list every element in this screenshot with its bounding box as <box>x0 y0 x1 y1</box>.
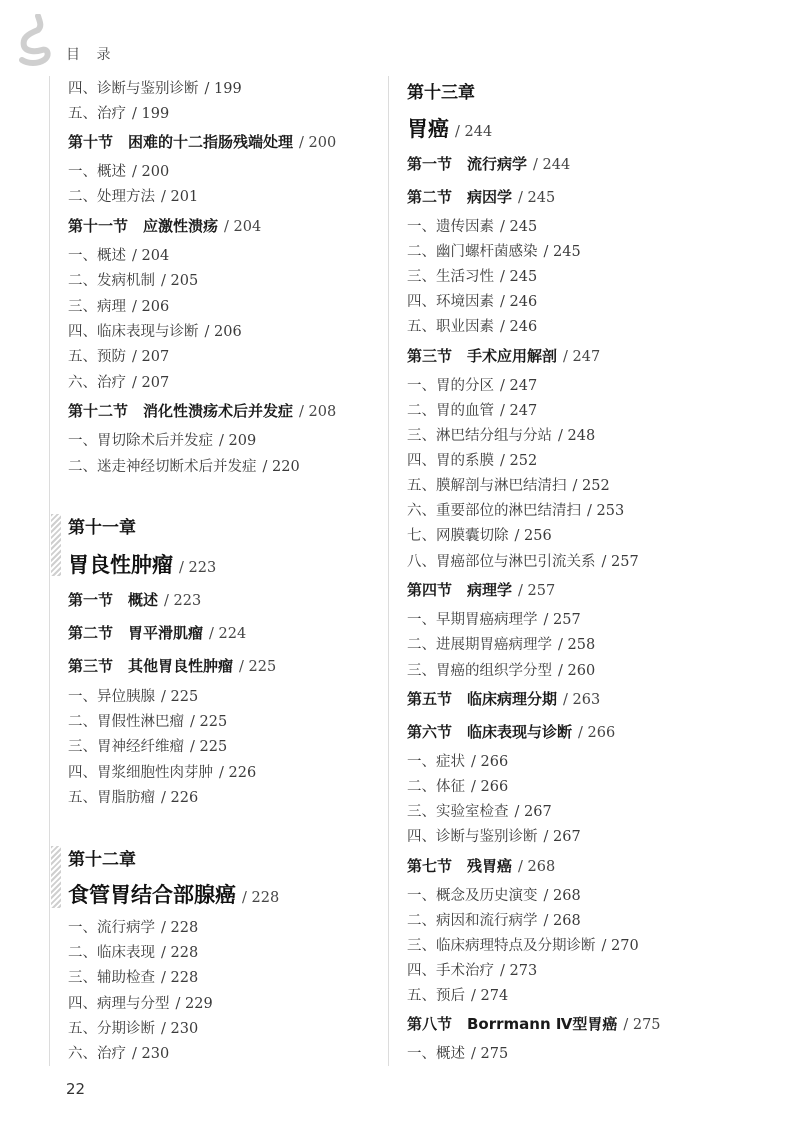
toc-entry-title: 七、网膜囊切除 <box>407 528 509 544</box>
toc-item <box>407 374 537 395</box>
toc-item <box>68 295 169 316</box>
toc-entry-page: / 225 <box>239 659 277 675</box>
toc-entry-page: / 201 <box>161 189 199 205</box>
toc-entry-page: / 257 <box>543 612 581 628</box>
toc-entry-page: / 230 <box>132 1046 170 1062</box>
toc-item <box>68 320 242 341</box>
toc-item <box>68 735 227 756</box>
toc-item <box>68 77 242 98</box>
toc-entry-title: 第一节 概述 <box>68 591 159 609</box>
toc-entry-title: 三、临床病理特点及分期诊断 <box>407 938 596 954</box>
toc-entry-page: / 256 <box>514 528 552 544</box>
toc-section <box>407 153 570 174</box>
toc-entry-title: 第二节 病因学 <box>407 188 513 206</box>
toc-entry-title: 一、胃切除术后并发症 <box>68 433 213 449</box>
toc-entry-title: 第六节 临床表现与诊断 <box>407 723 573 741</box>
toc-entry-page: / 260 <box>558 663 596 679</box>
toc-item <box>68 916 198 937</box>
toc-item <box>407 608 581 629</box>
toc-item <box>407 474 610 495</box>
toc-entry-page: / 246 <box>500 319 538 335</box>
toc-section <box>407 688 600 709</box>
toc-entry-title: 一、概念及历史演变 <box>407 888 538 904</box>
toc-entry-page: / 267 <box>543 829 581 845</box>
toc-entry-title: 二、胃假性淋巴瘤 <box>68 714 184 730</box>
toc-entry-title: 二、发病机制 <box>68 273 155 289</box>
toc-entry-page: / 274 <box>471 988 509 1004</box>
toc-entry-title: 一、异位胰腺 <box>68 689 155 705</box>
toc-entry-title: 六、治疗 <box>68 375 126 391</box>
toc-entry-page: / 268 <box>543 888 581 904</box>
toc-entry-page: / 206 <box>204 324 242 340</box>
toc-entry-title: 第七节 残胃癌 <box>407 857 513 875</box>
toc-entry-title: 三、实验室检查 <box>407 804 509 820</box>
toc-entry-page: / 200 <box>299 135 337 151</box>
toc-item <box>68 992 213 1013</box>
toc-entry-title: 第十三章 <box>407 83 475 103</box>
toc-entry-page: / 207 <box>132 375 170 391</box>
toc-entry-page: / 244 <box>455 124 493 140</box>
toc-entry-page: / 257 <box>601 554 639 570</box>
toc-entry-title: 第五节 临床病理分期 <box>407 690 558 708</box>
toc-entry-page: / 275 <box>623 1017 661 1033</box>
toc-item <box>407 215 537 236</box>
toc-entry-title: 一、概述 <box>68 164 126 180</box>
chapter-11-marker <box>51 514 61 576</box>
toc-entry-page: / 247 <box>500 378 538 394</box>
toc-section <box>407 1013 661 1034</box>
toc-entry-title: 第二节 胃平滑肌瘤 <box>68 624 204 642</box>
toc-item <box>407 315 537 336</box>
toc-section <box>407 186 555 207</box>
toc-entry-page: / 245 <box>500 269 538 285</box>
toc-entry-title: 四、诊断与鉴别诊断 <box>68 81 199 97</box>
toc-item <box>68 941 198 962</box>
toc-section <box>407 855 555 876</box>
toc-item <box>407 934 639 955</box>
toc-item <box>68 1042 169 1063</box>
toc-entry-title: 四、手术治疗 <box>407 963 494 979</box>
toc-entry-title: 五、预后 <box>407 988 465 1004</box>
toc-section <box>407 721 615 742</box>
toc-entry-page: / 252 <box>572 478 610 494</box>
toc-entry-title: 六、治疗 <box>68 1046 126 1062</box>
toc-entry-page: / 275 <box>471 1046 509 1062</box>
toc-entry-page: / 228 <box>161 920 199 936</box>
header-title: 目 录 <box>66 47 117 63</box>
toc-item <box>407 800 552 821</box>
toc-entry-title: 二、处理方法 <box>68 189 155 205</box>
toc-entry-page: / 273 <box>500 963 538 979</box>
toc-entry-page: / 228 <box>242 890 280 906</box>
toc-item <box>68 761 256 782</box>
toc-chapter-title <box>407 113 492 143</box>
toc-section <box>407 579 555 600</box>
toc-chapter-label <box>68 513 136 538</box>
chapter-12-marker <box>51 846 61 908</box>
toc-entry-page: / 248 <box>558 428 596 444</box>
toc-entry-title: 三、胃神经纤维瘤 <box>68 739 184 755</box>
toc-entry-page: / 199 <box>204 81 242 97</box>
toc-entry-title: 第四节 病理学 <box>407 581 513 599</box>
toc-item <box>68 244 169 265</box>
toc-entry-title: 一、概述 <box>68 248 126 264</box>
toc-item <box>68 102 169 123</box>
toc-item <box>68 710 227 731</box>
toc-entry-page: / 225 <box>190 739 228 755</box>
column-divider <box>388 76 389 1066</box>
toc-entry-title: 六、重要部位的淋巴结清扫 <box>407 503 581 519</box>
toc-entry-title: 一、遗传因素 <box>407 219 494 235</box>
toc-entry-title: 四、环境因素 <box>407 294 494 310</box>
toc-section <box>68 622 246 643</box>
toc-item <box>68 1017 198 1038</box>
toc-item <box>407 499 624 520</box>
toc-item <box>407 524 552 545</box>
toc-entry-title: 二、进展期胃癌病理学 <box>407 637 552 653</box>
toc-entry-page: / 245 <box>518 190 556 206</box>
toc-entry-title: 二、体征 <box>407 779 465 795</box>
toc-item <box>407 825 581 846</box>
toc-entry-page: / 270 <box>601 938 639 954</box>
toc-entry-page: / 223 <box>179 560 217 576</box>
toc-entry-title: 第三节 手术应用解剖 <box>407 347 558 365</box>
toc-entry-title: 胃癌 <box>407 116 449 141</box>
toc-item <box>407 750 508 771</box>
toc-entry-page: / 199 <box>132 106 170 122</box>
toc-entry-page: / 247 <box>563 349 601 365</box>
toc-entry-page: / 229 <box>175 996 213 1012</box>
toc-item <box>407 424 595 445</box>
toc-item <box>68 966 198 987</box>
toc-item <box>68 160 169 181</box>
toc-entry-page: / 223 <box>164 593 202 609</box>
toc-entry-title: 第八节 Borrmann Ⅳ型胃癌 <box>407 1015 618 1033</box>
toc-entry-page: / 200 <box>132 164 170 180</box>
toc-entry-title: 三、辅助检查 <box>68 970 155 986</box>
toc-item <box>68 345 169 366</box>
toc-entry-page: / 263 <box>563 692 601 708</box>
toc-section <box>68 655 276 676</box>
toc-entry-title: 四、诊断与鉴别诊断 <box>407 829 538 845</box>
toc-entry-page: / 226 <box>161 790 199 806</box>
toc-section <box>68 131 336 152</box>
toc-section <box>68 400 336 421</box>
toc-item <box>407 633 595 654</box>
toc-entry-page: / 253 <box>587 503 625 519</box>
toc-entry-page: / 220 <box>262 459 300 475</box>
toc-entry-page: / 205 <box>161 273 199 289</box>
toc-item <box>407 550 639 571</box>
toc-entry-page: / 207 <box>132 349 170 365</box>
toc-entry-page: / 247 <box>500 403 538 419</box>
toc-entry-page: / 208 <box>299 404 337 420</box>
toc-entry-page: / 245 <box>543 244 581 260</box>
toc-chapter-label <box>68 845 136 870</box>
toc-entry-title: 五、治疗 <box>68 106 126 122</box>
toc-item <box>68 269 198 290</box>
toc-entry-page: / 268 <box>518 859 556 875</box>
toc-entry-page: / 204 <box>224 219 262 235</box>
toc-entry-page: / 225 <box>161 689 199 705</box>
toc-entry-page: / 224 <box>209 626 247 642</box>
toc-entry-page: / 258 <box>558 637 596 653</box>
toc-entry-page: / 252 <box>500 453 538 469</box>
toc-entry-title: 五、职业因素 <box>407 319 494 335</box>
toc-section <box>407 345 600 366</box>
toc-entry-title: 三、胃癌的组织学分型 <box>407 663 552 679</box>
toc-entry-title: 二、幽门螺杆菌感染 <box>407 244 538 260</box>
toc-item <box>407 984 508 1005</box>
toc-entry-title: 第十一节 应激性溃疡 <box>68 217 219 235</box>
toc-entry-page: / 266 <box>471 779 509 795</box>
toc-entry-page: / 267 <box>514 804 552 820</box>
toc-entry-title: 三、病理 <box>68 299 126 315</box>
toc-entry-title: 二、迷走神经切断术后并发症 <box>68 459 257 475</box>
toc-item <box>407 775 508 796</box>
toc-item <box>407 240 581 261</box>
toc-entry-page: / 228 <box>161 970 199 986</box>
toc-entry-title: 四、临床表现与诊断 <box>68 324 199 340</box>
toc-entry-page: / 204 <box>132 248 170 264</box>
toc-entry-page: / 225 <box>190 714 228 730</box>
toc-entry-title: 三、生活习性 <box>407 269 494 285</box>
toc-item <box>68 455 300 476</box>
toc-entry-page: / 206 <box>132 299 170 315</box>
toc-entry-page: / 266 <box>471 754 509 770</box>
toc-entry-title: 第一节 流行病学 <box>407 155 528 173</box>
toc-entry-page: / 230 <box>161 1021 199 1037</box>
toc-entry-title: 八、胃癌部位与淋巴引流关系 <box>407 554 596 570</box>
toc-entry-title: 二、胃的血管 <box>407 403 494 419</box>
toc-entry-title: 第十节 困难的十二指肠残端处理 <box>68 133 294 151</box>
toc-entry-title: 一、早期胃癌病理学 <box>407 612 538 628</box>
toc-item <box>407 399 537 420</box>
toc-chapter-title <box>68 879 279 909</box>
toc-entry-title: 第十二章 <box>68 850 136 870</box>
toc-entry-page: / 228 <box>161 945 199 961</box>
page-number: 22 <box>66 1080 86 1098</box>
toc-entry-title: 五、膜解剖与淋巴结清扫 <box>407 478 567 494</box>
toc-item <box>68 685 198 706</box>
toc-entry-title: 一、流行病学 <box>68 920 155 936</box>
toc-item <box>407 884 581 905</box>
toc-section <box>68 589 201 610</box>
toc-entry-title: 胃良性肿瘤 <box>68 552 173 577</box>
toc-entry-page: / 245 <box>500 219 538 235</box>
toc-entry-page: / 209 <box>219 433 257 449</box>
toc-entry-title: 四、胃的系膜 <box>407 453 494 469</box>
toc-item <box>68 185 198 206</box>
toc-entry-title: 四、病理与分型 <box>68 996 170 1012</box>
toc-item <box>407 659 595 680</box>
toc-item <box>407 449 537 470</box>
toc-entry-title: 一、胃的分区 <box>407 378 494 394</box>
toc-entry-title: 第三节 其他胃良性肿瘤 <box>68 657 234 675</box>
toc-entry-title: 四、胃浆细胞性肉芽肿 <box>68 765 213 781</box>
toc-entry-page: / 266 <box>578 725 616 741</box>
toc-entry-title: 二、病因和流行病学 <box>407 913 538 929</box>
toc-entry-title: 第十一章 <box>68 518 136 538</box>
toc-entry-page: / 268 <box>543 913 581 929</box>
toc-item <box>407 290 537 311</box>
toc-item <box>407 909 581 930</box>
toc-entry-title: 食管胃结合部腺癌 <box>68 882 236 907</box>
toc-entry-page: / 226 <box>219 765 257 781</box>
toc-entry-title: 一、症状 <box>407 754 465 770</box>
toc-entry-page: / 244 <box>533 157 571 173</box>
toc-entry-title: 三、淋巴结分组与分站 <box>407 428 552 444</box>
toc-section <box>68 215 261 236</box>
toc-entry-title: 五、预防 <box>68 349 126 365</box>
toc-item <box>407 1042 508 1063</box>
toc-entry-page: / 246 <box>500 294 538 310</box>
toc-chapter-label <box>407 78 475 103</box>
toc-entry-title: 五、分期诊断 <box>68 1021 155 1037</box>
toc-entry-title: 五、胃脂肪瘤 <box>68 790 155 806</box>
toc-entry-page: / 257 <box>518 583 556 599</box>
toc-item <box>68 371 169 392</box>
toc-chapter-title <box>68 549 216 579</box>
toc-item <box>68 786 198 807</box>
left-divider <box>49 76 50 1066</box>
toc-entry-title: 一、概述 <box>407 1046 465 1062</box>
toc-item <box>407 265 537 286</box>
toc-entry-title: 二、临床表现 <box>68 945 155 961</box>
toc-item <box>407 959 537 980</box>
toc-item <box>68 429 256 450</box>
stomach-icon <box>18 14 52 66</box>
toc-entry-title: 第十二节 消化性溃疡术后并发症 <box>68 402 294 420</box>
